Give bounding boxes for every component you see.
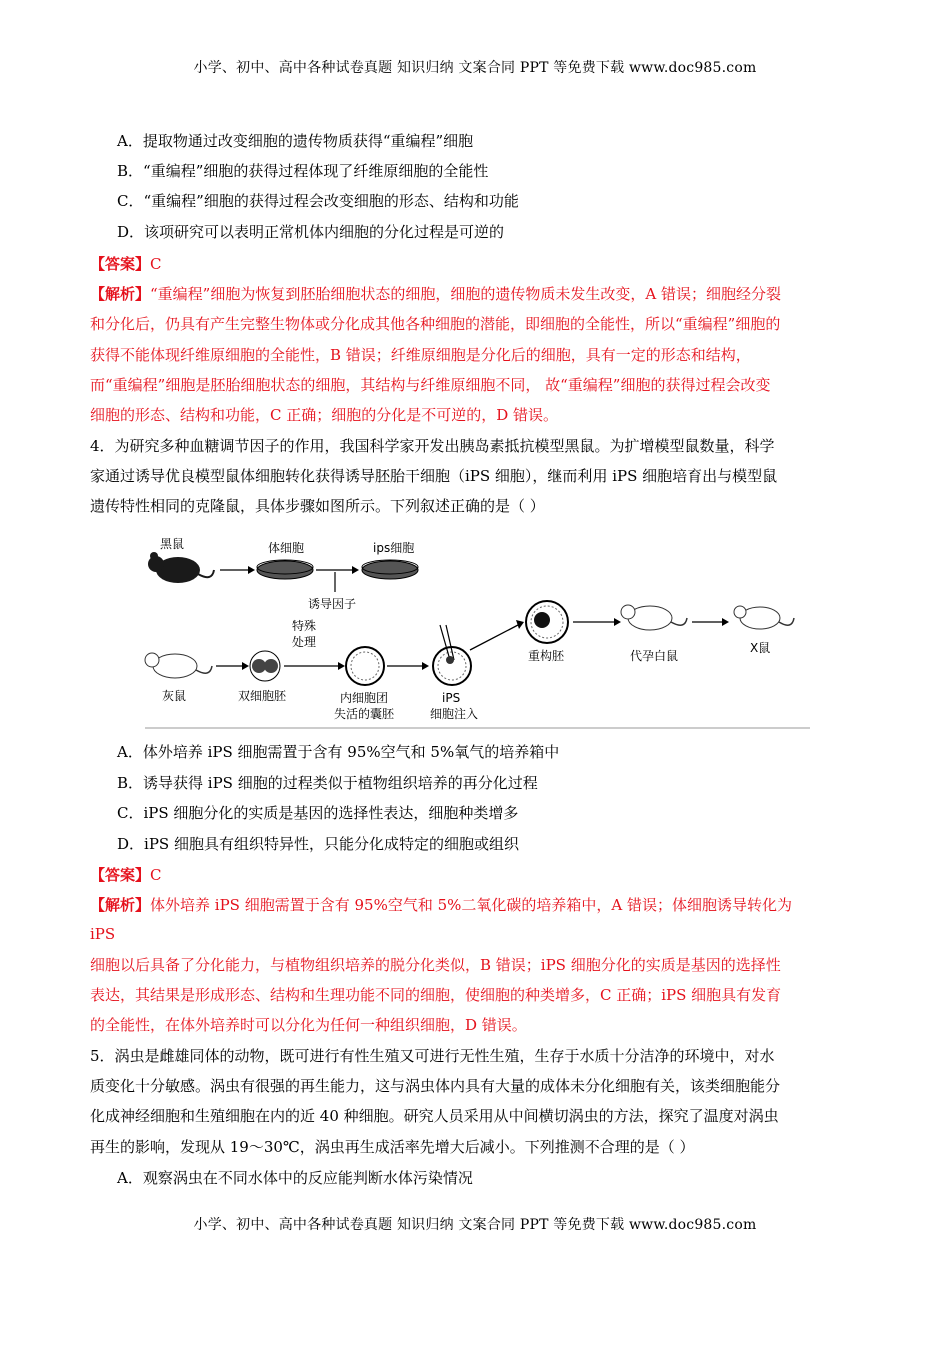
black-mouse-icon — [148, 552, 214, 583]
label-blastocyst-2: 失活的囊胚 — [334, 707, 395, 721]
q3-option-c: C．“重编程”细胞的获得过程会改变细胞的形态、结构和功能 — [117, 192, 519, 210]
q4-stem-line-2: 家通过诱导优良模型鼠体细胞转化获得诱导胚胎干细胞（iPS 细胞），继而利用 iPS 细胞培育出与模型鼠 — [90, 467, 778, 485]
q5-option-a: A．观察涡虫在不同水体中的反应能判断水体污染情况 — [117, 1169, 473, 1187]
label-inducing-factor: 诱导因子 — [308, 597, 357, 611]
q4-option-b: B．诱导获得 iPS 细胞的过程类似于植物组织培养的再分化过程 — [117, 774, 538, 792]
page-footer: 小学、初中、高中各种试卷真题 知识归纳 文案合同 PPT 等免费下载 www.doc985.com — [193, 1217, 757, 1233]
q4-analysis-line-3: 细胞以后具备了分化能力，与植物组织培养的脱分化类似，B 错误；iPS 细胞分化的实质是基因的选择性 — [90, 956, 781, 974]
label-black-mouse: 黑鼠 — [160, 537, 185, 551]
q3-analysis-line-2: 和分化后，仍具有产生完整生物体或分化成其他各种细胞的潜能，即细胞的全能性，所以“重编程”细胞的 — [90, 315, 781, 333]
q3-answer — [90, 253, 870, 275]
q3-option-b: B．“重编程”细胞的获得过程体现了纤维原细胞的全能性 — [117, 162, 489, 180]
blastocyst-icon — [346, 647, 384, 685]
label-ips-inject-1: iPS — [442, 691, 461, 705]
answer-value: C — [150, 866, 162, 884]
two-cell-embryo-icon — [250, 651, 280, 681]
label-somatic-cell: 体细胞 — [268, 541, 305, 555]
q4-stem-line-1: 4．为研究多种血糖调节因子的作用，我国科学家开发出胰岛素抵抗模型黑鼠。为扩增模型鼠数量，科学 — [90, 437, 775, 455]
label-blastocyst-1: 内细胞团 — [340, 691, 389, 705]
x-mouse-icon — [734, 606, 794, 629]
q4-option-d: D．iPS 细胞具有组织特异性，只能分化成特定的细胞或组织 — [117, 835, 519, 853]
label-x-mouse: X鼠 — [750, 641, 771, 655]
q4-analysis-line-1 — [90, 894, 870, 916]
q3-analysis-line-5: 细胞的形态、结构和功能，C 正确；细胞的分化是不可逆的，D 错误。 — [90, 406, 559, 424]
q3-analysis-line-3: 获得不能体现纤维原细胞的全能性，B 错误；纤维原细胞是分化后的细胞，具有一定的形态和结构， — [90, 346, 751, 364]
q3-option-d: D．该项研究可以表明正常机体内细胞的分化过程是可逆的 — [117, 223, 505, 241]
q4-analysis-line-2: iPS — [90, 925, 116, 943]
label-two-cell-embryo: 双细胞胚 — [238, 689, 287, 703]
label-reconstructed-embryo: 重构胚 — [528, 649, 565, 663]
q3-option-a: A．提取物通过改变细胞的遗传物质获得“重编程”细胞 — [117, 132, 474, 150]
label-ips-inject-2: 细胞注入 — [430, 707, 479, 721]
q3-analysis-line-4: 而“重编程”细胞是胚胎细胞状态的细胞，其结构与纤维原细胞不同， 故“重编程”细胞的获得过程会改变 — [90, 376, 771, 394]
label-gray-mouse: 灰鼠 — [162, 689, 187, 703]
analysis-label: 【解析】 — [90, 285, 151, 303]
q4-analysis-line-5: 的全能性，在体外培养时可以分化为任何一种组织细胞，D 错误。 — [90, 1016, 527, 1034]
surrogate-mouse-icon — [621, 605, 687, 630]
q4-analysis-line-4: 表达，其结果是形成形态、结构和生理功能不同的细胞，使细胞的种类增多，C 正确；iPS 细胞具有发育 — [90, 986, 782, 1004]
reconstructed-embryo-icon — [526, 601, 568, 643]
q4-option-c: C．iPS 细胞分化的实质是基因的选择性表达，细胞种类增多 — [117, 804, 519, 822]
answer-label: 【答案】 — [90, 255, 151, 273]
q5-stem-line-2: 质变化十分敏感。涡虫有很强的再生能力，这与涡虫体内具有大量的成体未分化细胞有关，该类细胞能分 — [90, 1077, 781, 1095]
q4-option-a: A．体外培养 iPS 细胞需置于含有 95%空气和 5%氧气的培养箱中 — [117, 743, 560, 761]
q4-answer — [90, 864, 870, 886]
q5-stem-line-1: 5．涡虫是雌雄同体的动物，既可进行有性生殖又可进行无性生殖，生存于水质十分洁净的环境中，对水 — [90, 1047, 775, 1065]
q5-stem-line-3: 化成神经细胞和生殖细胞在内的近 40 种细胞。研究人员采用从中间横切涡虫的方法，探究了温度对涡虫 — [90, 1107, 779, 1125]
page-header: 小学、初中、高中各种试卷真题 知识归纳 文案合同 PPT 等免费下载 www.doc985.com — [193, 60, 757, 76]
label-surrogate-mouse: 代孕白鼠 — [630, 649, 679, 663]
analysis-text: “重编程”细胞为恢复到胚胎细胞状态的细胞，细胞的遗传物质未发生改变，A 错误；细胞经分裂 — [150, 285, 781, 303]
somatic-cell-dish-icon — [257, 560, 313, 579]
label-special-treatment-1: 特殊 — [292, 619, 317, 633]
ips-injection-icon — [433, 625, 471, 685]
q4-stem-line-3: 遗传特性相同的克隆鼠，具体步骤如图所示。下列叙述正确的是（ ） — [90, 497, 545, 515]
answer-value: C — [150, 255, 162, 273]
answer-label: 【答案】 — [90, 866, 151, 884]
ips-cell-dish-icon — [362, 560, 418, 579]
cloning-figure — [140, 530, 820, 730]
q5-stem-line-4: 再生的影响，发现从 19～30℃，涡虫再生成活率先增大后减小。下列推测不合理的是（ ） — [90, 1138, 695, 1156]
q3-analysis-line-1 — [90, 283, 870, 305]
label-special-treatment-2: 处理 — [292, 635, 317, 649]
gray-mouse-icon — [145, 653, 212, 678]
label-ips-cell: ips细胞 — [373, 541, 415, 555]
analysis-label: 【解析】 — [90, 896, 151, 914]
analysis-text: 体外培养 iPS 细胞需置于含有 95%空气和 5%二氧化碳的培养箱中，A 错误；体细胞诱导转化为 — [150, 896, 792, 914]
